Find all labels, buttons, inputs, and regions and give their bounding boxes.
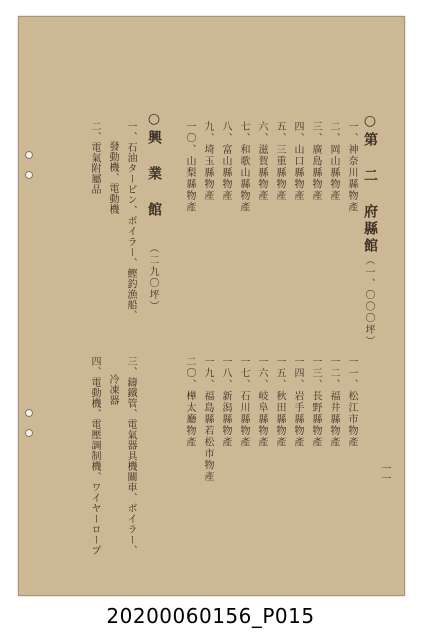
list-item: 一六、岐阜縣物產 xyxy=(256,356,267,448)
list-item: 一〇、山梨縣物產 xyxy=(184,121,195,213)
list-item: 一四、岩手縣物產 xyxy=(292,356,303,448)
image-caption: 20200060156_P015 xyxy=(106,604,315,628)
list-item: 八、富山縣物產 xyxy=(220,121,231,202)
list-item: 二〇、樺太廳物產 xyxy=(184,356,195,448)
list-item: 五、三重縣物產 xyxy=(274,121,285,202)
list-item: 發動機、電動機 xyxy=(107,141,118,215)
list-item: 六、滋賀縣物產 xyxy=(256,121,267,202)
binding-hole xyxy=(25,429,33,437)
list-item: 一、石油タービン、ボイラー、鰹釣漁船、 xyxy=(125,121,136,321)
list-item: 一三、長野縣物產 xyxy=(310,356,321,448)
binding-hole xyxy=(25,409,33,417)
list-item: 二、岡山縣物產 xyxy=(328,121,339,202)
list-item: 一九、福島縣若松市物產 xyxy=(202,356,213,483)
list-item: 一七、石川縣物產 xyxy=(238,356,249,448)
list-item: 一五、秋田縣物產 xyxy=(274,356,285,448)
list-item: 四、山口縣物產 xyxy=(292,121,303,202)
section1-area: （一、〇〇〇坪） xyxy=(363,255,374,347)
list-item: 一、神奈川縣物產 xyxy=(346,121,357,213)
list-item: 一二、福井縣物產 xyxy=(328,356,339,448)
list-item: 九、埼玉縣物產 xyxy=(202,121,213,202)
page-number: 一一 xyxy=(379,463,390,483)
binding-hole xyxy=(25,151,33,159)
list-item: 四、電動機、電壓調制機、ワイヤーロープ xyxy=(89,356,100,556)
list-item: 二、電氣附屬品 xyxy=(89,121,100,195)
list-item: 三、廣島縣物產 xyxy=(310,121,321,202)
binding-hole xyxy=(25,171,33,179)
list-item: 冷凍器 xyxy=(107,374,118,406)
section2-heading: ○興 業 館 xyxy=(146,111,162,219)
list-item: 一八、新潟縣物產 xyxy=(220,356,231,448)
section2-area: （二九〇坪） xyxy=(147,243,158,312)
list-item: 七、和歌山縣物產 xyxy=(238,121,249,213)
list-item: 三、鑄鐵管、電氣器具機關車、ボイラー、 xyxy=(125,356,136,556)
list-item: 一一、松江市物產 xyxy=(346,356,357,448)
document-page xyxy=(18,16,405,596)
section1-heading: ○第 二 府縣館 xyxy=(362,113,378,255)
